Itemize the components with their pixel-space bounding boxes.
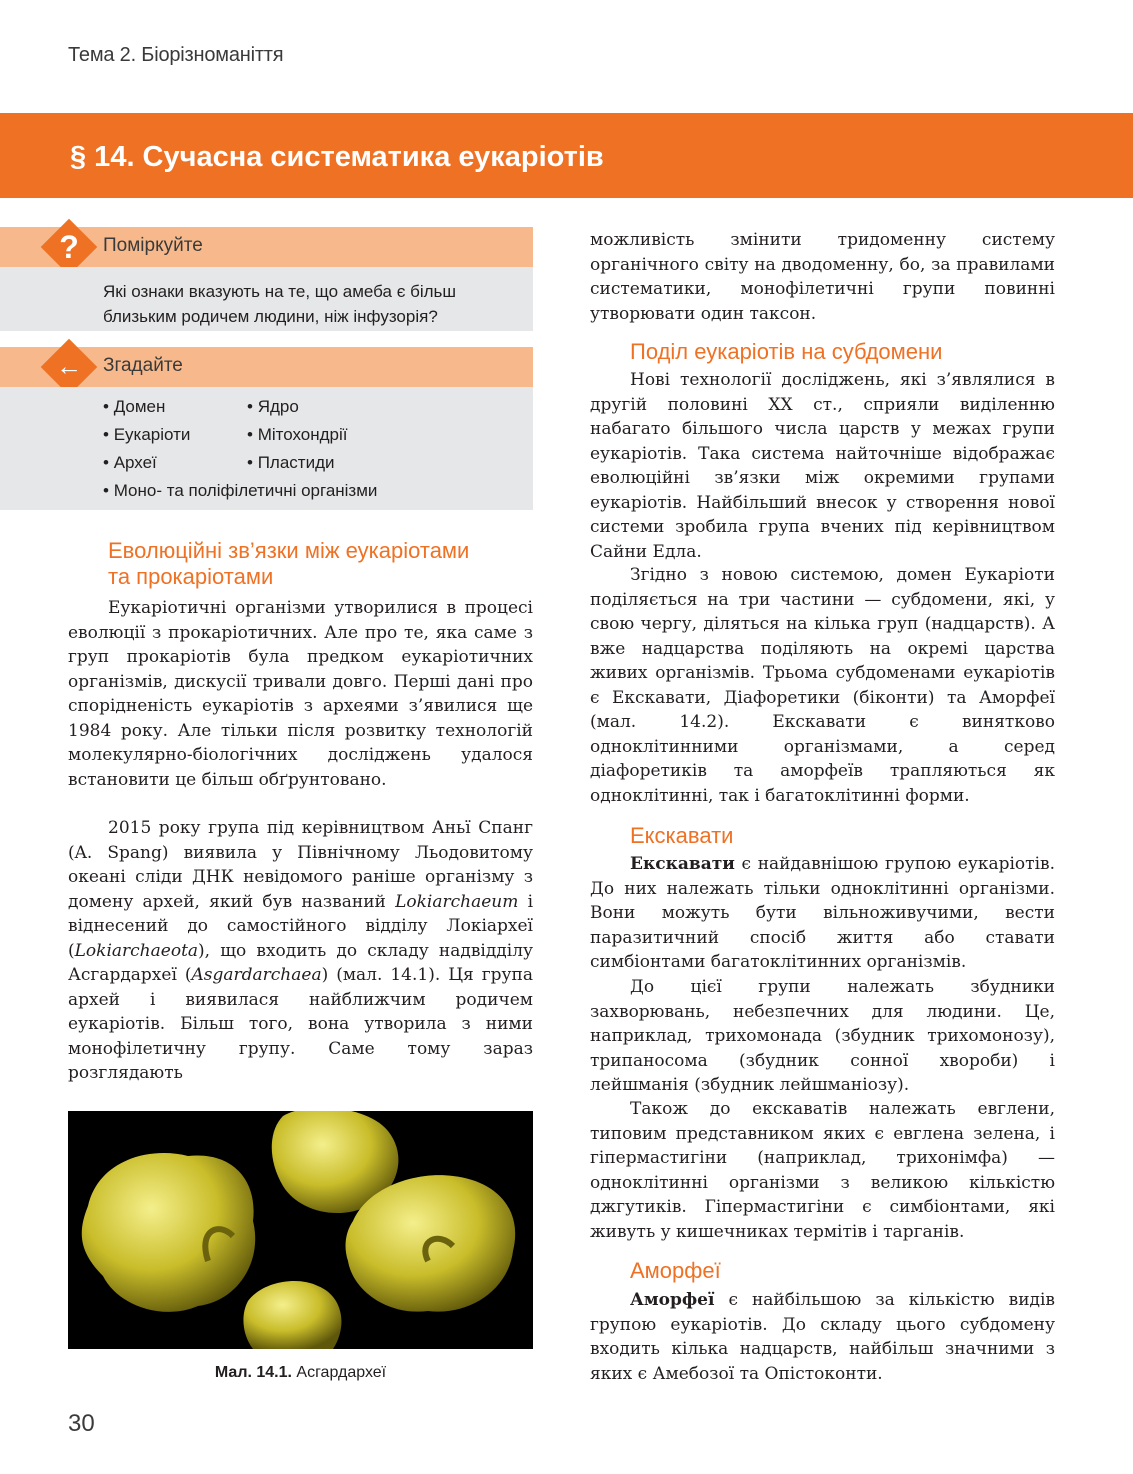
paragraph: Також до екскаватів належать евглени, типовим представником яких є евглена зелена, і гіпермастигіни (наприклад, трихонімфа) — одноклітинні організми з великою кількістю джгутиків. Гіпермастигіни є симбіонтами, які живуть у кишечниках термітів і тарганів. <box>590 1099 1055 1242</box>
topic-header: Тема 2. Біорізноманіття <box>68 44 284 66</box>
recall-box-title: Згадайте <box>103 355 183 376</box>
paragraph: можливість змінити тридоменну систему органічного світу на дводоменну, бо, за правилами систематики, монофілетичні групи повинні утворювати один таксон. <box>590 230 1055 324</box>
paragraph: До цієї групи належать збудники захворювань, небезпечних для людини. Це, наприклад, трихомонада (збудник трихомонозу), трипаносома (збудник сонної хвороби) і лейшманія (збудник лейшманіозу). <box>590 977 1055 1095</box>
paragraph: 2015 року група під керівництвом Аньї Спанг (A. Spang) виявила у Північному Льодовитому океані сліди ДНК невідомого раніше організму з домену архей, який був названий Lokiarchaeum і віднесений до самостійного відділу Локіархеї (Lokiarchaeota), що входить до складу надвідділу Асгардархеї (Asgardarchaea) (мал. 14.1). Ця група архей і виявилася найближчим родичем еукаріотів. Більш того, вона утворила з ними монофілетичну групу. Саме тому зараз розглядають <box>68 818 533 1083</box>
section-heading-subdomains: Поділ еукаріотів на субдомени <box>630 339 943 364</box>
recall-item: • Ядро <box>247 397 299 416</box>
recall-item: • Археї <box>103 453 157 472</box>
title-banner <box>0 113 1133 198</box>
figure-caption: Мал. 14.1. Асгардархеї <box>214 1364 387 1381</box>
recall-box-header <box>0 347 533 387</box>
recall-item: • Пластиди <box>247 453 335 472</box>
question-icon: ? <box>59 229 79 265</box>
paragraph: Аморфеї є найбільшою за кількістю видів групою еукаріотів. До складу цього субдомену входить кілька надцарств, найбільш значними з яких є Амебозої та Опістоконти. <box>590 1290 1055 1384</box>
think-box-title: Поміркуйте <box>103 235 203 256</box>
recall-box-body <box>0 387 533 510</box>
think-box-header <box>0 227 533 267</box>
section-heading-evolution: Еволюційні зв’язки між еукаріотами та прокаріотами <box>108 538 470 589</box>
think-box-body <box>0 267 533 331</box>
asgardarchaea-photo <box>68 1111 533 1349</box>
recall-item: • Мітохондрії <box>247 425 348 444</box>
paragraph: Згідно з новою системою, домен Еукаріоти поділяється на три частини — субдомени, які, у свою чергу, діляться на кілька груп (надцарств). А вже надцарства поділяють на окремі царства живих організмів. Трьома субдоменами еукаріотів є Екскавати, Діафоретики (біконти) та Аморфеї (мал. 14.2). Екскавати є винятково одноклітинними організмами, а серед діафоретиків та аморфеїв трапляються як одноклітинні, так і багатоклітинні форми. <box>590 565 1055 806</box>
asgardarchaea-image <box>68 1111 533 1349</box>
page-number: 30 <box>68 1410 95 1437</box>
think-question: Які ознаки вказують на те, що амеба є більш близьким родичем людини, ніж інфузорія? <box>103 282 457 326</box>
page-title: § 14. Сучасна систематика еукаріотів <box>70 141 604 173</box>
section-heading-excavata: Екскавати <box>630 823 734 848</box>
recall-item: • Домен <box>103 397 166 416</box>
paragraph: Екскавати є найдавнішою групою еукаріотів. До них належать тільки одноклітинні організми. Вони можуть бути вільноживучими, вести паразитичний спосіб життя або ставати симбіонтами багатоклітинних організмів. <box>590 854 1055 972</box>
recall-item: • Еукаріоти <box>103 425 191 444</box>
paragraph: Нові технології досліджень, які з’являлися в другій половині XX ст., сприяли виділенню набагато більшого числа царств у межах групи еукаріотів. Така система найточніше відображає еволюційні зв’язки між окремими групами еукаріотів. Найбільший внесок у створення нової системи зробила група вчених під керівництвом Сайни Едла. <box>590 370 1055 562</box>
arrow-left-icon: ← <box>56 351 82 381</box>
section-heading-amorphea: Аморфеї <box>630 1258 721 1283</box>
paragraph: Еукаріотичні організми утворилися в процесі еволюції з прокаріотичних. Але про те, яка саме з груп прокаріотів була предком еукаріотичних організмів, дискусії тривали довго. Перші дані про спорідненість еукаріотів з археями з’явилися ще 1984 року. Але тільки після розвитку технологій молекулярно-біологічних досліджень удалося встановити це більш обґрунтовано. <box>68 598 533 790</box>
recall-item: • Моно- та поліфілетичні організми <box>103 481 378 500</box>
